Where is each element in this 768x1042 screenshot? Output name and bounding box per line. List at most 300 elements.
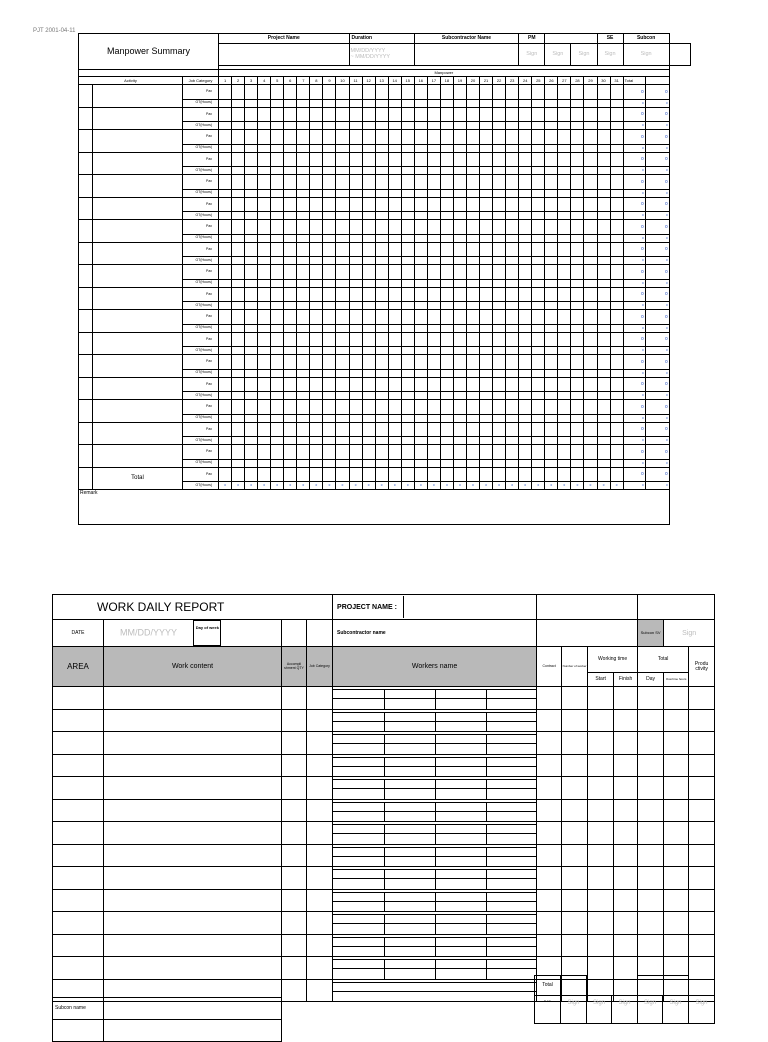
subcon-name-blank2[interactable] [104, 1020, 282, 1042]
day-cell[interactable] [453, 130, 466, 145]
contract-cell[interactable] [537, 844, 562, 867]
day-cell[interactable] [388, 459, 401, 467]
day-cell[interactable] [558, 377, 571, 392]
day-cell[interactable] [349, 85, 362, 100]
day-cell[interactable] [466, 234, 479, 242]
day-cell[interactable] [375, 324, 388, 332]
day-cell[interactable] [336, 107, 349, 122]
productivity-cell[interactable] [689, 934, 715, 957]
day-cell[interactable] [519, 279, 532, 287]
contract-cell[interactable] [537, 754, 562, 777]
day-cell[interactable] [258, 287, 271, 302]
day-cell[interactable] [258, 234, 271, 242]
day-cell[interactable] [310, 437, 323, 445]
day-cell[interactable] [558, 189, 571, 197]
day-cell[interactable] [375, 332, 388, 347]
day-cell[interactable] [271, 197, 284, 212]
day-cell[interactable] [323, 279, 336, 287]
day-cell[interactable] [297, 445, 310, 460]
day-cell[interactable] [506, 279, 519, 287]
day-cell[interactable] [519, 85, 532, 100]
day-cell[interactable] [545, 189, 558, 197]
day-cell[interactable] [310, 234, 323, 242]
start-cell[interactable] [588, 867, 614, 890]
activity-name[interactable] [93, 445, 183, 468]
day-cell[interactable] [493, 257, 506, 265]
day-cell[interactable] [297, 279, 310, 287]
se-sign[interactable]: Sign [623, 44, 669, 66]
day-cell[interactable] [610, 392, 623, 400]
day-cell[interactable] [375, 355, 388, 370]
day-cell[interactable] [232, 122, 245, 130]
day-cell[interactable] [584, 287, 597, 302]
day-cell[interactable] [336, 197, 349, 212]
day-cell[interactable] [414, 167, 427, 175]
day-cell[interactable] [493, 242, 506, 257]
day-cell[interactable] [245, 167, 258, 175]
day-cell[interactable] [584, 167, 597, 175]
day-cell[interactable] [245, 414, 258, 422]
day-cell[interactable] [440, 459, 453, 467]
day-cell[interactable] [349, 392, 362, 400]
day-cell[interactable] [323, 122, 336, 130]
day-cell[interactable] [545, 257, 558, 265]
activity-name[interactable] [93, 152, 183, 175]
day-cell[interactable] [440, 257, 453, 265]
day-cell[interactable] [558, 279, 571, 287]
day-cell[interactable] [466, 459, 479, 467]
day-cell[interactable] [532, 167, 545, 175]
day-cell[interactable] [219, 400, 232, 415]
day-cell[interactable] [284, 257, 297, 265]
day-cell[interactable] [480, 392, 493, 400]
day-cell[interactable] [466, 332, 479, 347]
day-cell[interactable] [597, 144, 610, 152]
day-cell[interactable] [571, 347, 584, 355]
day-cell[interactable] [545, 467, 558, 482]
day-cell[interactable] [284, 302, 297, 310]
overtime-cell[interactable] [664, 867, 689, 890]
day-cell[interactable] [336, 467, 349, 482]
day-cell[interactable] [427, 400, 440, 415]
day-cell[interactable] [584, 392, 597, 400]
day-cell[interactable] [414, 347, 427, 355]
activity-name[interactable] [93, 355, 183, 378]
day-cell[interactable] [506, 220, 519, 235]
day-cell[interactable] [362, 212, 375, 220]
day-cell[interactable] [440, 152, 453, 167]
day-cell[interactable] [506, 242, 519, 257]
finish-cell[interactable] [614, 934, 638, 957]
day-cell[interactable] [258, 467, 271, 482]
day-cell[interactable] [493, 437, 506, 445]
day-cell[interactable] [532, 287, 545, 302]
day-cell[interactable] [493, 212, 506, 220]
day-cell[interactable] [323, 369, 336, 377]
day-cell[interactable] [401, 220, 414, 235]
workers-name-cell[interactable] [333, 777, 537, 800]
day-cell[interactable] [271, 85, 284, 100]
day-cell[interactable] [532, 234, 545, 242]
day-cell[interactable] [284, 197, 297, 212]
day-cell[interactable] [336, 347, 349, 355]
day-cell[interactable] [610, 220, 623, 235]
day-cell[interactable] [610, 347, 623, 355]
day-cell[interactable] [232, 144, 245, 152]
day-cell[interactable] [271, 332, 284, 347]
day-cell[interactable] [414, 392, 427, 400]
day-cell[interactable] [558, 197, 571, 212]
day-cell[interactable] [323, 265, 336, 280]
day-cell[interactable] [258, 437, 271, 445]
day-cell[interactable] [610, 130, 623, 145]
day-cell[interactable] [638, 934, 664, 957]
day-cell[interactable] [388, 107, 401, 122]
sign-box[interactable]: Sign [689, 996, 715, 1024]
day-cell[interactable] [597, 400, 610, 415]
day-cell[interactable] [388, 310, 401, 325]
day-cell[interactable] [323, 167, 336, 175]
day-cell[interactable] [284, 212, 297, 220]
day-cell[interactable] [584, 189, 597, 197]
day-cell[interactable] [519, 467, 532, 482]
day-cell[interactable] [232, 130, 245, 145]
day-cell[interactable] [440, 324, 453, 332]
day-cell[interactable] [610, 144, 623, 152]
number-of-worker-cell[interactable] [562, 822, 588, 845]
day-cell[interactable] [401, 445, 414, 460]
day-cell[interactable] [493, 400, 506, 415]
day-cell[interactable] [297, 152, 310, 167]
pm-sign-2[interactable]: Sign [545, 44, 571, 66]
day-cell[interactable] [414, 302, 427, 310]
day-cell[interactable] [480, 257, 493, 265]
day-cell[interactable] [453, 144, 466, 152]
day-cell[interactable] [519, 189, 532, 197]
day-cell[interactable] [232, 265, 245, 280]
day-cell[interactable] [610, 369, 623, 377]
date-field[interactable]: MM/DD/YYYY [120, 627, 177, 638]
day-cell[interactable] [232, 332, 245, 347]
day-cell[interactable] [219, 144, 232, 152]
day-cell[interactable] [414, 265, 427, 280]
day-cell[interactable] [638, 754, 664, 777]
day-cell[interactable] [414, 445, 427, 460]
work-content-cell[interactable] [104, 732, 282, 755]
day-cell[interactable] [349, 212, 362, 220]
day-cell[interactable] [297, 355, 310, 370]
day-cell[interactable] [532, 369, 545, 377]
day-cell[interactable] [414, 422, 427, 437]
day-cell[interactable] [245, 152, 258, 167]
day-cell[interactable] [597, 324, 610, 332]
day-cell[interactable] [310, 310, 323, 325]
day-cell[interactable] [245, 257, 258, 265]
subcon-name-value[interactable] [104, 998, 282, 1020]
day-cell[interactable] [245, 467, 258, 482]
day-cell[interactable] [584, 85, 597, 100]
day-cell[interactable] [375, 257, 388, 265]
day-cell[interactable] [271, 265, 284, 280]
day-cell[interactable] [284, 392, 297, 400]
day-cell[interactable] [480, 152, 493, 167]
day-cell[interactable] [349, 347, 362, 355]
day-cell[interactable] [297, 265, 310, 280]
day-cell[interactable] [506, 152, 519, 167]
day-cell[interactable] [506, 197, 519, 212]
day-cell[interactable] [584, 414, 597, 422]
day-cell[interactable] [466, 437, 479, 445]
day-cell[interactable] [519, 220, 532, 235]
day-cell[interactable] [401, 85, 414, 100]
day-cell[interactable] [284, 144, 297, 152]
day-cell[interactable] [584, 220, 597, 235]
day-cell[interactable] [297, 130, 310, 145]
day-cell[interactable] [310, 355, 323, 370]
day-cell[interactable] [349, 122, 362, 130]
day-cell[interactable] [545, 377, 558, 392]
day-cell[interactable] [532, 332, 545, 347]
day-cell[interactable] [519, 347, 532, 355]
job-category-cell[interactable] [307, 754, 333, 777]
job-category-cell[interactable] [307, 709, 333, 732]
day-cell[interactable] [401, 369, 414, 377]
day-cell[interactable] [414, 287, 427, 302]
day-cell[interactable] [545, 310, 558, 325]
day-cell[interactable] [506, 122, 519, 130]
day-cell[interactable] [349, 459, 362, 467]
day-cell[interactable] [401, 347, 414, 355]
day-cell[interactable] [584, 369, 597, 377]
day-cell[interactable] [610, 414, 623, 422]
day-cell[interactable] [375, 152, 388, 167]
workers-name-cell[interactable] [333, 957, 537, 980]
day-cell[interactable] [466, 377, 479, 392]
day-cell[interactable] [453, 265, 466, 280]
day-cell[interactable] [310, 212, 323, 220]
accomplishment-qty-cell[interactable] [282, 709, 307, 732]
activity-name[interactable] [93, 332, 183, 355]
day-cell[interactable] [219, 107, 232, 122]
day-cell[interactable] [519, 422, 532, 437]
day-cell[interactable] [584, 459, 597, 467]
day-cell[interactable] [427, 152, 440, 167]
day-cell[interactable] [597, 392, 610, 400]
day-cell[interactable] [362, 152, 375, 167]
day-cell[interactable] [375, 189, 388, 197]
day-cell[interactable] [466, 189, 479, 197]
day-cell[interactable] [532, 400, 545, 415]
day-cell[interactable] [480, 122, 493, 130]
work-content-cell[interactable] [104, 934, 282, 957]
day-cell[interactable] [638, 687, 664, 710]
day-cell[interactable] [597, 310, 610, 325]
start-cell[interactable] [588, 912, 614, 935]
job-category-cell[interactable] [307, 979, 333, 1002]
activity-name[interactable] [93, 197, 183, 220]
day-cell[interactable] [427, 310, 440, 325]
area-cell[interactable] [53, 754, 104, 777]
day-cell[interactable] [284, 287, 297, 302]
day-cell[interactable] [571, 175, 584, 190]
activity-no[interactable] [79, 310, 93, 333]
day-cell[interactable] [375, 130, 388, 145]
day-cell[interactable] [245, 212, 258, 220]
day-cell[interactable] [323, 310, 336, 325]
day-cell[interactable] [453, 302, 466, 310]
day-cell[interactable] [427, 355, 440, 370]
day-cell[interactable] [532, 122, 545, 130]
day-cell[interactable] [427, 212, 440, 220]
work-content-cell[interactable] [104, 799, 282, 822]
day-cell[interactable] [271, 279, 284, 287]
day-cell[interactable] [414, 189, 427, 197]
day-cell[interactable] [453, 234, 466, 242]
day-cell[interactable] [597, 332, 610, 347]
contract-cell[interactable] [537, 687, 562, 710]
day-cell[interactable] [297, 422, 310, 437]
day-cell[interactable] [297, 302, 310, 310]
day-cell[interactable] [401, 265, 414, 280]
day-cell[interactable] [466, 347, 479, 355]
day-cell[interactable] [349, 377, 362, 392]
day-cell[interactable] [545, 324, 558, 332]
day-cell[interactable] [414, 310, 427, 325]
day-cell[interactable] [466, 355, 479, 370]
day-cell[interactable] [219, 332, 232, 347]
day-cell[interactable] [245, 302, 258, 310]
activity-name[interactable] [93, 175, 183, 198]
day-cell[interactable] [284, 175, 297, 190]
day-cell[interactable] [545, 242, 558, 257]
day-cell[interactable] [219, 152, 232, 167]
job-category-cell[interactable] [307, 732, 333, 755]
activity-no[interactable] [79, 332, 93, 355]
day-cell[interactable] [323, 152, 336, 167]
day-cell[interactable] [480, 234, 493, 242]
day-cell[interactable] [258, 392, 271, 400]
day-cell[interactable] [219, 122, 232, 130]
day-cell[interactable] [466, 144, 479, 152]
day-cell[interactable] [519, 400, 532, 415]
day-cell[interactable] [271, 234, 284, 242]
day-cell[interactable] [597, 189, 610, 197]
activity-no[interactable] [79, 445, 93, 468]
day-cell[interactable] [558, 257, 571, 265]
day-cell[interactable] [506, 437, 519, 445]
day-cell[interactable] [558, 107, 571, 122]
number-of-worker-cell[interactable] [562, 844, 588, 867]
activity-name[interactable] [93, 310, 183, 333]
day-cell[interactable] [258, 332, 271, 347]
day-cell[interactable] [519, 437, 532, 445]
activity-name[interactable] [93, 220, 183, 243]
day-cell[interactable] [401, 152, 414, 167]
day-cell[interactable] [506, 189, 519, 197]
report-total-workers[interactable] [561, 976, 587, 996]
day-cell[interactable] [466, 197, 479, 212]
work-content-cell[interactable] [104, 957, 282, 980]
day-cell[interactable] [493, 302, 506, 310]
day-cell[interactable] [258, 212, 271, 220]
day-cell[interactable] [558, 220, 571, 235]
day-cell[interactable] [571, 467, 584, 482]
day-cell[interactable] [310, 167, 323, 175]
work-content-cell[interactable] [104, 844, 282, 867]
day-cell[interactable] [258, 265, 271, 280]
day-cell[interactable] [558, 347, 571, 355]
day-cell[interactable] [310, 414, 323, 422]
workers-name-cell[interactable] [333, 687, 537, 710]
day-cell[interactable] [493, 355, 506, 370]
day-cell[interactable] [519, 152, 532, 167]
day-cell[interactable] [388, 279, 401, 287]
day-cell[interactable] [519, 445, 532, 460]
day-cell[interactable] [597, 175, 610, 190]
finish-cell[interactable] [614, 732, 638, 755]
sign-box[interactable]: Sign [587, 996, 612, 1024]
productivity-cell[interactable] [689, 777, 715, 800]
day-cell[interactable] [506, 392, 519, 400]
day-cell[interactable] [545, 175, 558, 190]
subcon-sign[interactable] [669, 44, 690, 66]
pm-sign-4[interactable]: Sign [597, 44, 623, 66]
finish-cell[interactable] [614, 754, 638, 777]
day-cell[interactable] [493, 152, 506, 167]
day-cell[interactable] [284, 99, 297, 107]
activity-no[interactable] [79, 355, 93, 378]
day-cell[interactable] [427, 422, 440, 437]
day-cell[interactable] [336, 287, 349, 302]
day-cell[interactable] [571, 167, 584, 175]
day-cell[interactable] [232, 234, 245, 242]
day-cell[interactable] [219, 392, 232, 400]
productivity-cell[interactable] [689, 889, 715, 912]
day-cell[interactable] [638, 844, 664, 867]
day-cell[interactable] [597, 414, 610, 422]
day-cell[interactable] [284, 242, 297, 257]
day-cell[interactable] [506, 302, 519, 310]
day-cell[interactable] [532, 130, 545, 145]
day-cell[interactable] [414, 144, 427, 152]
overtime-cell[interactable] [664, 912, 689, 935]
day-cell[interactable] [349, 422, 362, 437]
day-cell[interactable] [336, 122, 349, 130]
day-cell[interactable] [323, 459, 336, 467]
day-cell[interactable] [506, 144, 519, 152]
day-cell[interactable] [362, 197, 375, 212]
day-cell[interactable] [297, 377, 310, 392]
day-cell[interactable] [558, 287, 571, 302]
day-cell[interactable] [349, 445, 362, 460]
job-category-cell[interactable] [307, 889, 333, 912]
day-cell[interactable] [610, 422, 623, 437]
day-cell[interactable] [362, 99, 375, 107]
day-cell[interactable] [245, 220, 258, 235]
day-cell[interactable] [284, 324, 297, 332]
day-cell[interactable] [480, 459, 493, 467]
day-cell[interactable] [558, 152, 571, 167]
day-cell[interactable] [388, 144, 401, 152]
duration-to[interactable]: ~ MM/DD/YYYY [350, 53, 391, 60]
day-cell[interactable] [584, 234, 597, 242]
day-cell[interactable] [597, 467, 610, 482]
day-cell[interactable] [532, 347, 545, 355]
day-cell[interactable] [558, 392, 571, 400]
day-cell[interactable] [271, 175, 284, 190]
overtime-cell[interactable] [664, 687, 689, 710]
day-cell[interactable] [453, 189, 466, 197]
